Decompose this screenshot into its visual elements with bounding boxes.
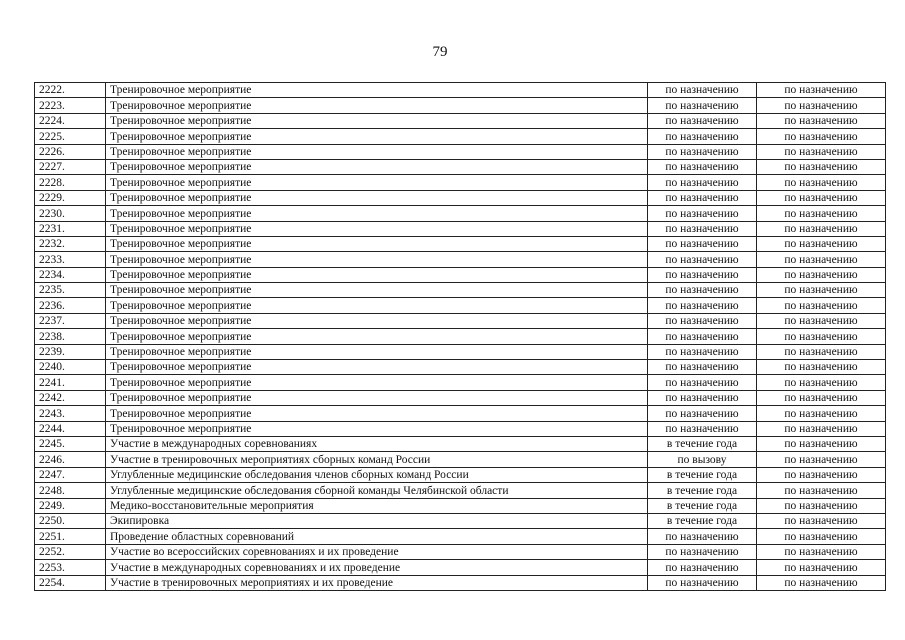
table-row: [35, 344, 886, 359]
table-row: [35, 483, 886, 498]
row-number-cell: 2252.: [35, 544, 106, 559]
row-term-cell: по назначению: [648, 267, 757, 282]
row-name-cell: Участие во всероссийских соревнованиях и их проведение: [106, 544, 648, 559]
row-name-cell: Углубленные медицинские обследования сборной команды Челябинской области: [106, 483, 648, 498]
row-assignment-cell: по назначению: [757, 560, 886, 575]
row-assignment-cell: по назначению: [757, 298, 886, 313]
row-number-cell: 2241.: [35, 375, 106, 390]
row-number-cell: 2223.: [35, 98, 106, 113]
row-assignment-cell: по назначению: [757, 159, 886, 174]
row-assignment-cell: по назначению: [757, 175, 886, 190]
row-assignment-cell: по назначению: [757, 267, 886, 282]
row-term-cell: по назначению: [648, 344, 757, 359]
row-number-cell: 2244.: [35, 421, 106, 436]
row-term-cell: в течение года: [648, 467, 757, 482]
row-number-cell: 2254.: [35, 575, 106, 590]
table-row: [35, 252, 886, 267]
row-number-cell: 2225.: [35, 129, 106, 144]
row-assignment-cell: по назначению: [757, 452, 886, 467]
table-row: [35, 560, 886, 575]
row-name-cell: Тренировочное мероприятие: [106, 98, 648, 113]
row-name-cell: Тренировочное мероприятие: [106, 252, 648, 267]
row-term-cell: по назначению: [648, 575, 757, 590]
row-name-cell: Тренировочное мероприятие: [106, 221, 648, 236]
table-row: [35, 575, 886, 590]
row-name-cell: Тренировочное мероприятие: [106, 375, 648, 390]
row-assignment-cell: по назначению: [757, 529, 886, 544]
row-number-cell: 2248.: [35, 483, 106, 498]
row-term-cell: по назначению: [648, 252, 757, 267]
row-assignment-cell: по назначению: [757, 83, 886, 98]
table-row: [35, 221, 886, 236]
row-term-cell: по вызову: [648, 452, 757, 467]
row-name-cell: Экипировка: [106, 513, 648, 528]
row-number-cell: 2230.: [35, 206, 106, 221]
row-assignment-cell: по назначению: [757, 190, 886, 205]
row-assignment-cell: по назначению: [757, 544, 886, 559]
row-name-cell: Тренировочное мероприятие: [106, 360, 648, 375]
row-name-cell: Тренировочное мероприятие: [106, 283, 648, 298]
table-row: [35, 283, 886, 298]
row-term-cell: по назначению: [648, 129, 757, 144]
row-assignment-cell: по назначению: [757, 498, 886, 513]
table-row: [35, 406, 886, 421]
row-assignment-cell: по назначению: [757, 129, 886, 144]
row-number-cell: 2243.: [35, 406, 106, 421]
row-number-cell: 2226.: [35, 144, 106, 159]
row-number-cell: 2231.: [35, 221, 106, 236]
row-term-cell: по назначению: [648, 98, 757, 113]
table-row: [35, 206, 886, 221]
table-row: [35, 129, 886, 144]
table-row: [35, 467, 886, 482]
row-name-cell: Тренировочное мероприятие: [106, 206, 648, 221]
row-assignment-cell: по назначению: [757, 206, 886, 221]
row-name-cell: Тренировочное мероприятие: [106, 129, 648, 144]
row-assignment-cell: по назначению: [757, 360, 886, 375]
table-row: [35, 544, 886, 559]
row-name-cell: Участие в международных соревнованиях: [106, 436, 648, 451]
row-assignment-cell: по назначению: [757, 575, 886, 590]
row-number-cell: 2239.: [35, 344, 106, 359]
row-term-cell: в течение года: [648, 498, 757, 513]
page-number: 79: [432, 44, 448, 60]
row-name-cell: Тренировочное мероприятие: [106, 406, 648, 421]
row-number-cell: 2242.: [35, 390, 106, 405]
row-number-cell: 2249.: [35, 498, 106, 513]
row-term-cell: по назначению: [648, 236, 757, 251]
table-row: [35, 498, 886, 513]
row-number-cell: 2238.: [35, 329, 106, 344]
row-term-cell: по назначению: [648, 375, 757, 390]
row-number-cell: 2247.: [35, 467, 106, 482]
row-assignment-cell: по назначению: [757, 236, 886, 251]
row-name-cell: Тренировочное мероприятие: [106, 421, 648, 436]
row-number-cell: 2250.: [35, 513, 106, 528]
row-assignment-cell: по назначению: [757, 313, 886, 328]
row-number-cell: 2240.: [35, 360, 106, 375]
table-row: [35, 329, 886, 344]
row-number-cell: 2253.: [35, 560, 106, 575]
row-term-cell: по назначению: [648, 144, 757, 159]
row-name-cell: Тренировочное мероприятие: [106, 329, 648, 344]
row-number-cell: 2229.: [35, 190, 106, 205]
row-name-cell: Тренировочное мероприятие: [106, 190, 648, 205]
table-row: [35, 113, 886, 128]
row-name-cell: Тренировочное мероприятие: [106, 236, 648, 251]
row-term-cell: по назначению: [648, 159, 757, 174]
table-body: [35, 83, 886, 591]
row-assignment-cell: по назначению: [757, 513, 886, 528]
table-row: [35, 436, 886, 451]
row-term-cell: по назначению: [648, 206, 757, 221]
row-number-cell: 2235.: [35, 283, 106, 298]
table-row: [35, 144, 886, 159]
row-assignment-cell: по назначению: [757, 467, 886, 482]
row-term-cell: по назначению: [648, 83, 757, 98]
row-term-cell: по назначению: [648, 360, 757, 375]
table-row: [35, 390, 886, 405]
row-name-cell: Тренировочное мероприятие: [106, 175, 648, 190]
row-name-cell: Тренировочное мероприятие: [106, 298, 648, 313]
row-assignment-cell: по назначению: [757, 436, 886, 451]
table-row: [35, 298, 886, 313]
row-assignment-cell: по назначению: [757, 329, 886, 344]
row-assignment-cell: по назначению: [757, 144, 886, 159]
row-assignment-cell: по назначению: [757, 252, 886, 267]
table-row: [35, 421, 886, 436]
row-name-cell: Углубленные медицинские обследования членов сборных команд России: [106, 467, 648, 482]
row-number-cell: 2222.: [35, 83, 106, 98]
row-assignment-cell: по назначению: [757, 221, 886, 236]
row-term-cell: по назначению: [648, 190, 757, 205]
row-number-cell: 2237.: [35, 313, 106, 328]
row-term-cell: по назначению: [648, 529, 757, 544]
table-row: [35, 313, 886, 328]
row-number-cell: 2232.: [35, 236, 106, 251]
row-assignment-cell: по назначению: [757, 421, 886, 436]
row-name-cell: Участие в международных соревнованиях и их проведение: [106, 560, 648, 575]
row-number-cell: 2228.: [35, 175, 106, 190]
table-row: [35, 98, 886, 113]
row-number-cell: 2224.: [35, 113, 106, 128]
table-row: [35, 360, 886, 375]
row-name-cell: Участие в тренировочных мероприятиях и их проведение: [106, 575, 648, 590]
table-row: [35, 267, 886, 282]
table-row: [35, 175, 886, 190]
row-name-cell: Тренировочное мероприятие: [106, 83, 648, 98]
row-assignment-cell: по назначению: [757, 406, 886, 421]
row-assignment-cell: по назначению: [757, 283, 886, 298]
table-row: [35, 375, 886, 390]
row-name-cell: Проведение областных соревнований: [106, 529, 648, 544]
table-row: [35, 190, 886, 205]
row-number-cell: 2233.: [35, 252, 106, 267]
row-assignment-cell: по назначению: [757, 483, 886, 498]
row-assignment-cell: по назначению: [757, 344, 886, 359]
row-name-cell: Тренировочное мероприятие: [106, 390, 648, 405]
row-term-cell: по назначению: [648, 544, 757, 559]
row-term-cell: по назначению: [648, 421, 757, 436]
row-assignment-cell: по назначению: [757, 113, 886, 128]
row-number-cell: 2234.: [35, 267, 106, 282]
row-number-cell: 2246.: [35, 452, 106, 467]
table-row: [35, 159, 886, 174]
row-number-cell: 2251.: [35, 529, 106, 544]
row-term-cell: в течение года: [648, 483, 757, 498]
row-assignment-cell: по назначению: [757, 98, 886, 113]
row-term-cell: по назначению: [648, 283, 757, 298]
row-term-cell: по назначению: [648, 175, 757, 190]
row-term-cell: по назначению: [648, 560, 757, 575]
row-number-cell: 2236.: [35, 298, 106, 313]
row-name-cell: Тренировочное мероприятие: [106, 113, 648, 128]
row-name-cell: Тренировочное мероприятие: [106, 159, 648, 174]
table-row: [35, 83, 886, 98]
row-name-cell: Тренировочное мероприятие: [106, 344, 648, 359]
row-number-cell: 2227.: [35, 159, 106, 174]
row-term-cell: по назначению: [648, 329, 757, 344]
row-assignment-cell: по назначению: [757, 390, 886, 405]
row-term-cell: по назначению: [648, 390, 757, 405]
document-table: [34, 82, 886, 591]
row-name-cell: Тренировочное мероприятие: [106, 313, 648, 328]
row-name-cell: Тренировочное мероприятие: [106, 144, 648, 159]
row-name-cell: Участие в тренировочных мероприятиях сборных команд России: [106, 452, 648, 467]
row-term-cell: по назначению: [648, 221, 757, 236]
row-term-cell: по назначению: [648, 313, 757, 328]
table-row: [35, 236, 886, 251]
table-row: [35, 513, 886, 528]
row-term-cell: в течение года: [648, 436, 757, 451]
row-term-cell: по назначению: [648, 406, 757, 421]
row-number-cell: 2245.: [35, 436, 106, 451]
row-term-cell: по назначению: [648, 298, 757, 313]
row-term-cell: по назначению: [648, 113, 757, 128]
row-name-cell: Тренировочное мероприятие: [106, 267, 648, 282]
row-assignment-cell: по назначению: [757, 375, 886, 390]
table-row: [35, 529, 886, 544]
table-row: [35, 452, 886, 467]
row-name-cell: Медико-восстановительные мероприятия: [106, 498, 648, 513]
row-term-cell: в течение года: [648, 513, 757, 528]
